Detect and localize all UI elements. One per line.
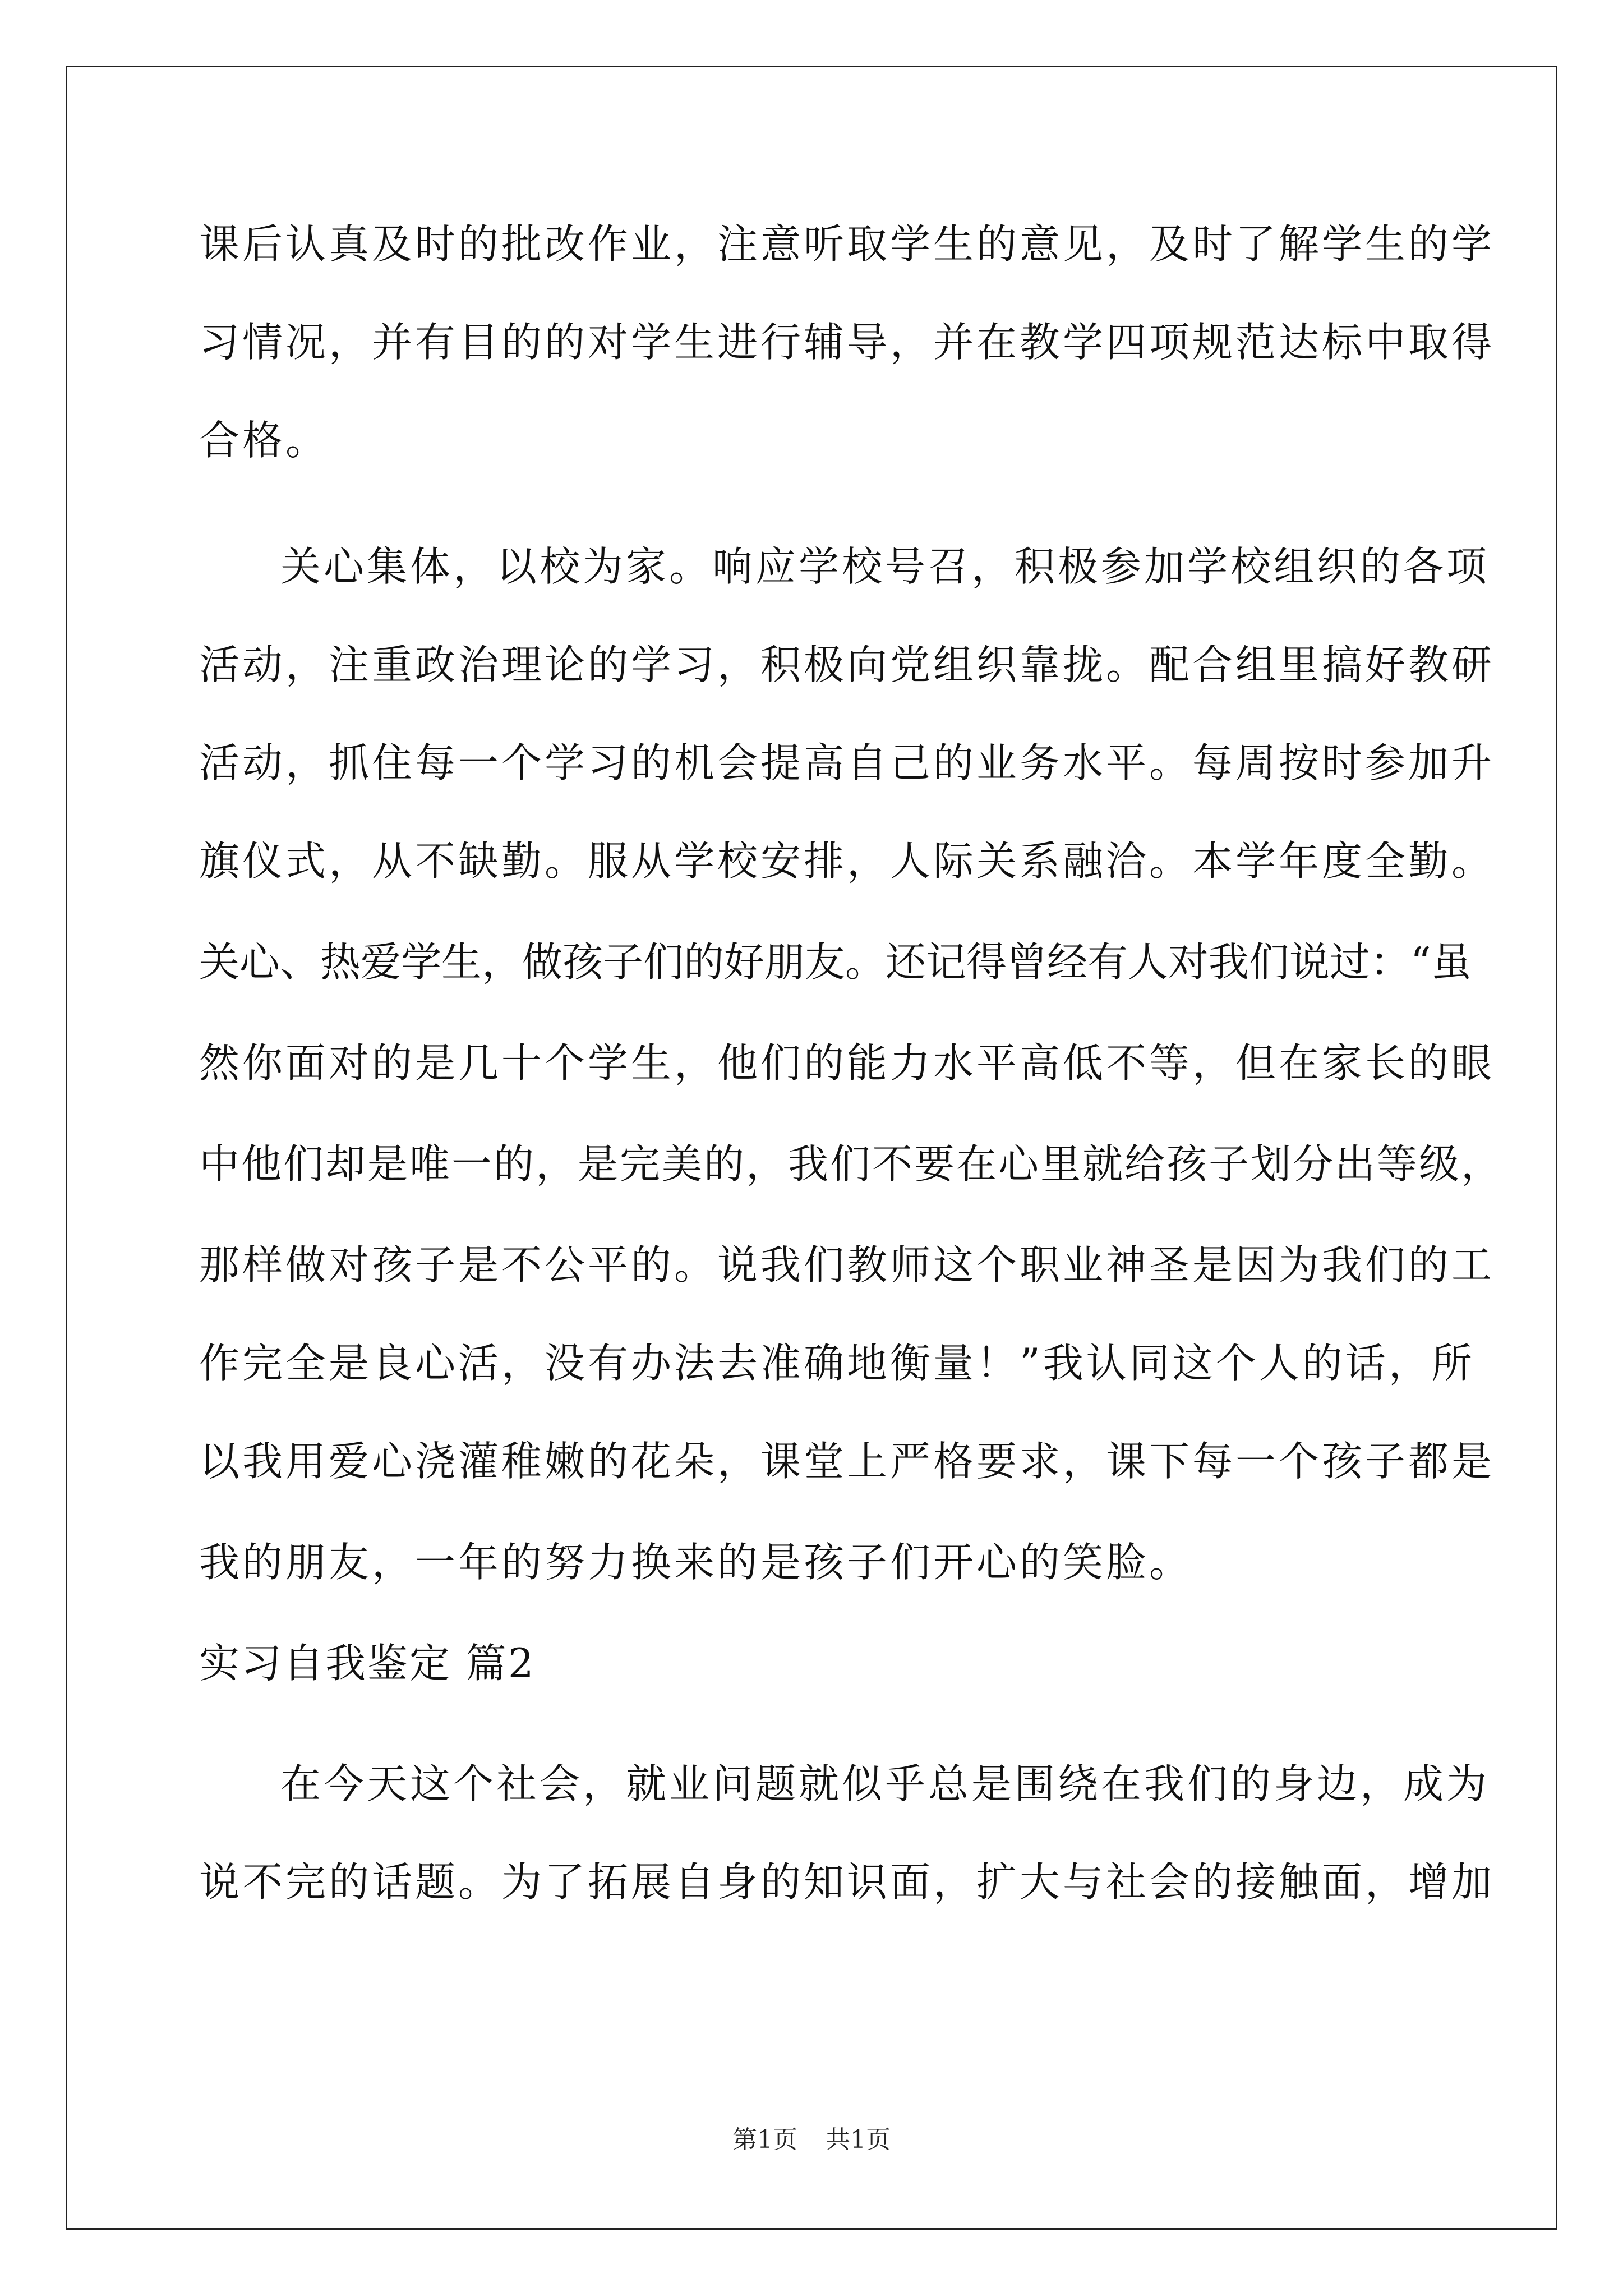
text-line: 关心集体，以校为家。响应学校号召，积极参加学校组织的各项 <box>280 543 1490 590</box>
text-line: 以我用爱心浇灌稚嫩的花朵，课堂上严格要求，课下每一个孩子都是 <box>199 1438 1495 1485</box>
page-footer <box>0 2123 1623 2157</box>
text-line: 然你面对的是几十个学生，他们的能力水平高低不等，但在家长的眼 <box>199 1039 1495 1087</box>
text-line: 说不完的话题。为了拓展自身的知识面，扩大与社会的接触面，增加 <box>199 1858 1495 1906</box>
page-total: 共1页 <box>826 2125 891 2154</box>
text-line: 作完全是良心活，没有办法去准确地衡量！”我认同这个人的话，所 <box>199 1340 1475 1387</box>
text-line: 中他们却是唯一的，是完美的，我们不要在心里就给孩子划分出等级， <box>199 1140 1504 1188</box>
text-line: 旗仪式，从不缺勤。服从学校安排，人际关系融洽。本学年度全勤。 <box>199 838 1495 885</box>
text-line: 习情况，并有目的的对学生进行辅导，并在教学四项规范达标中取得 <box>199 319 1495 366</box>
text-line: 课后认真及时的批改作业，注意听取学生的意见，及时了解学生的学 <box>199 220 1495 268</box>
text-line: 我的朋友，一年的努力换来的是孩子们开心的笑脸。 <box>199 1539 1193 1586</box>
text-line: 那样做对孩子是不公平的。说我们教师这个职业神圣是因为我们的工 <box>199 1241 1495 1289</box>
text-line: 活动，抓住每一个学习的机会提高自己的业务水平。每周按时参加升 <box>199 739 1495 786</box>
page-number: 第1页 <box>732 2125 797 2154</box>
section-heading: 实习自我鉴定 篇2 <box>199 1640 536 1687</box>
text-line: 在今天这个社会，就业问题就似乎总是围绕在我们的身边，成为 <box>280 1760 1490 1807</box>
text-line: 合格。 <box>199 417 329 464</box>
text-line: 关心、热爱学生，做孩子们的好朋友。还记得曾经有人对我们说过：“虽 <box>199 938 1472 986</box>
text-line: 活动，注重政治理论的学习，积极向党组织靠拢。配合组里搞好教研 <box>199 641 1495 688</box>
